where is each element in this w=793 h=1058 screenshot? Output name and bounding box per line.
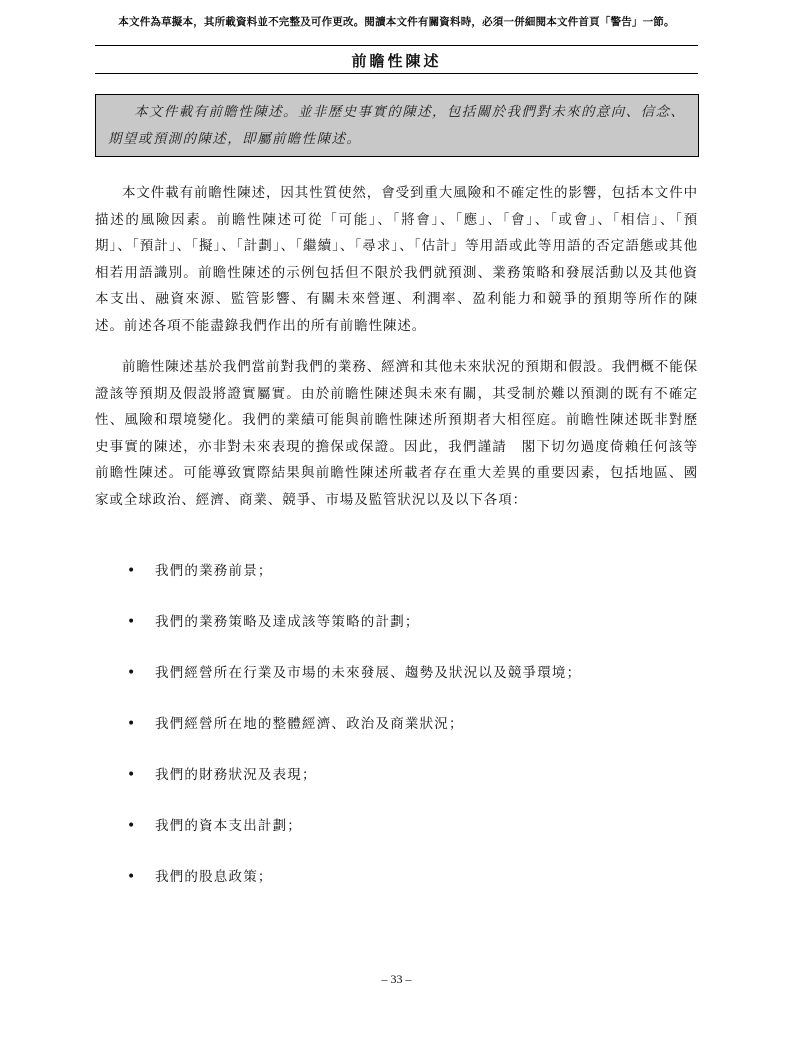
- list-item-text: 我們的股息政策；: [155, 869, 273, 885]
- page-number: – 33 –: [381, 972, 412, 986]
- list-item: [125, 864, 685, 915]
- bullet-icon: •: [127, 665, 137, 681]
- risk-factor-list: [125, 558, 685, 915]
- bullet-icon: •: [127, 767, 137, 783]
- list-item-text: 我們經營所在行業及市場的未來發展、趨勢及狀況以及競爭環境；: [155, 665, 582, 681]
- forward-looking-notice-box: [95, 94, 699, 157]
- list-item: [125, 609, 685, 660]
- list-item-text: 我們的資本支出計劃；: [155, 818, 302, 834]
- list-item: [125, 813, 685, 864]
- list-item-text: 我們的業務前景；: [155, 563, 273, 579]
- list-item: [125, 558, 685, 609]
- list-item-text: 我們的業務策略及達成該等策略的計劃；: [155, 614, 420, 630]
- bullet-icon: •: [127, 614, 137, 630]
- list-item: [125, 660, 685, 711]
- notice-text: 本文件載有前瞻性陳述。並非歷史事實的陳述，包括關於我們對未來的意向、信念、期望或預測的陳述，即屬前瞻性陳述。: [108, 104, 686, 147]
- header-rule-bottom: [95, 73, 698, 74]
- list-item: [125, 711, 685, 762]
- list-item-text: 我們經營所在地的整體經濟、政治及商業狀況；: [155, 716, 464, 732]
- draft-warning-banner: 本文件為草擬本，其所載資料並不完整及可作更改。閱讀本文件有關資料時，必須一併細閱本文件首頁「警告」一節。: [118, 16, 675, 28]
- list-item: [125, 762, 685, 813]
- bullet-icon: •: [127, 563, 137, 579]
- bullet-icon: •: [127, 818, 137, 834]
- body-paragraph-2: 前瞻性陳述基於我們當前對我們的業務、經濟和其他未來狀況的預期和假設。我們概不能保證該等預期及假設將證實屬實。由於前瞻性陳述與未來有關，其受制於難以預測的既有不確定性、風險和環境變化。我們的業績可能與前瞻性陳述所預期者大相徑庭。前瞻性陳述既非對歷史事實的陳述，亦非對未來表現的擔保或保證。因此，我們謹請 閣下切勿過度倚賴任何該等前瞻性陳述。可能導致實際結果與前瞻性陳述所載者存在重大差異的重要因素，包括地區、國家或全球政治、經濟、商業、競爭、市場及監管狀況以及以下各項：: [95, 359, 698, 508]
- header-rule-top: [95, 45, 698, 46]
- list-item-text: 我們的財務狀況及表現；: [155, 767, 317, 783]
- body-paragraph-1: 本文件載有前瞻性陳述，因其性質使然，會受到重大風險和不確定性的影響，包括本文件中描述的風險因素。前瞻性陳述可從「可能」、「將會」、「應」、「會」、「或會」、「相信」、「預期」、「預計」、「擬」、「計劃」、「繼續」、「尋求」、「估計」等用語或此等用語的否定語態或其他相若用語識別。前瞻性陳述的示例包括但不限於我們就預測、業務策略和發展活動以及其他資本支出、融資來源、監管影響、有關未來營運、利潤率、盈利能力和競爭的預期等所作的陳述。前述各項不能盡錄我們作出的所有前瞻性陳述。: [95, 185, 698, 334]
- section-title: 前瞻性陳述: [351, 52, 442, 70]
- bullet-icon: •: [127, 716, 137, 732]
- bullet-icon: •: [127, 869, 137, 885]
